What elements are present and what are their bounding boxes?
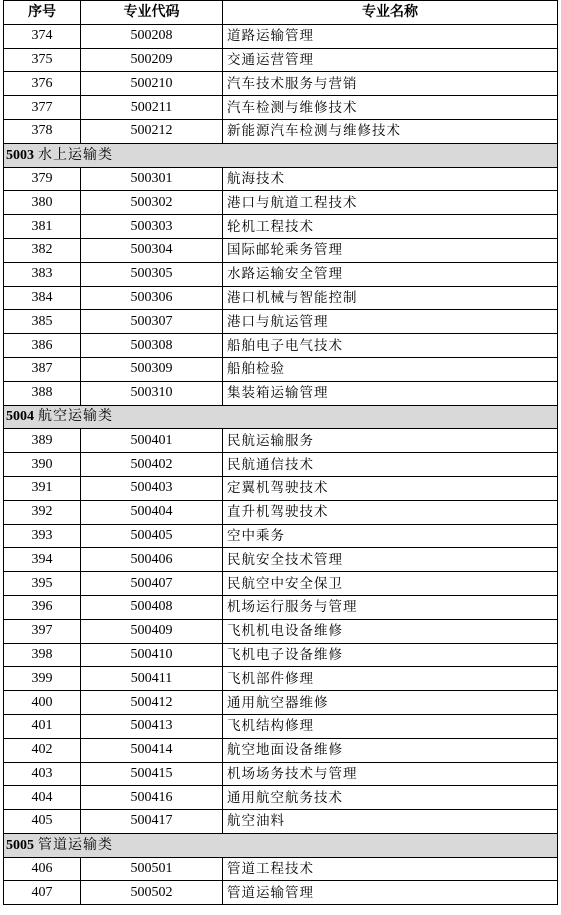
name-cell: 空中乘务 [223, 524, 558, 548]
table-row [4, 24, 558, 48]
header-seq: 序号 [4, 1, 81, 25]
table-row [4, 786, 558, 810]
seq-cell: 388 [4, 381, 81, 405]
code-cell: 500404 [81, 500, 223, 524]
code-cell: 500309 [81, 357, 223, 381]
table-row [4, 381, 558, 405]
code-cell: 500406 [81, 548, 223, 572]
name-cell: 机场运行服务与管理 [223, 595, 558, 619]
seq-cell: 379 [4, 167, 81, 191]
name-cell: 航空油料 [223, 810, 558, 834]
major-catalog-table [3, 0, 558, 905]
seq-cell: 387 [4, 357, 81, 381]
table-row [4, 691, 558, 715]
code-cell: 500302 [81, 191, 223, 215]
table-row [4, 310, 558, 334]
seq-cell: 405 [4, 810, 81, 834]
seq-cell: 392 [4, 500, 81, 524]
code-cell: 500415 [81, 762, 223, 786]
code-cell: 500210 [81, 72, 223, 96]
seq-cell: 404 [4, 786, 81, 810]
category-name: 航空运输类 [38, 408, 113, 425]
seq-cell: 398 [4, 643, 81, 667]
table-row [4, 667, 558, 691]
category-row [4, 833, 558, 857]
seq-cell: 391 [4, 476, 81, 500]
code-cell: 500305 [81, 262, 223, 286]
seq-cell: 397 [4, 619, 81, 643]
code-cell: 500405 [81, 524, 223, 548]
seq-cell: 382 [4, 238, 81, 262]
table-row [4, 619, 558, 643]
code-cell: 500407 [81, 572, 223, 596]
name-cell: 航海技术 [223, 167, 558, 191]
name-cell: 轮机工程技术 [223, 215, 558, 239]
code-cell: 500208 [81, 24, 223, 48]
code-cell: 500209 [81, 48, 223, 72]
category-row [4, 143, 558, 167]
name-cell: 港口与航运管理 [223, 310, 558, 334]
name-cell: 飞机部件修理 [223, 667, 558, 691]
table-row [4, 643, 558, 667]
category-cell [4, 405, 558, 429]
seq-cell: 406 [4, 857, 81, 881]
header-code: 专业代码 [81, 1, 223, 25]
code-cell: 500409 [81, 619, 223, 643]
seq-cell: 389 [4, 429, 81, 453]
table-row [4, 714, 558, 738]
seq-cell: 395 [4, 572, 81, 596]
category-name: 管道运输类 [38, 836, 113, 853]
seq-cell: 375 [4, 48, 81, 72]
code-cell: 500310 [81, 381, 223, 405]
code-cell: 500410 [81, 643, 223, 667]
seq-cell: 393 [4, 524, 81, 548]
name-cell: 飞机电子设备维修 [223, 643, 558, 667]
name-cell: 民航安全技术管理 [223, 548, 558, 572]
table-row [4, 119, 558, 143]
code-cell: 500304 [81, 238, 223, 262]
code-cell: 500411 [81, 667, 223, 691]
seq-cell: 400 [4, 691, 81, 715]
table-row [4, 357, 558, 381]
seq-cell: 403 [4, 762, 81, 786]
name-cell: 通用航空航务技术 [223, 786, 558, 810]
table-header-row [4, 1, 558, 25]
seq-cell: 374 [4, 24, 81, 48]
table-row [4, 96, 558, 120]
seq-cell: 394 [4, 548, 81, 572]
seq-cell: 390 [4, 453, 81, 477]
name-cell: 民航空中安全保卫 [223, 572, 558, 596]
seq-cell: 384 [4, 286, 81, 310]
table-row [4, 476, 558, 500]
code-cell: 500301 [81, 167, 223, 191]
seq-cell: 380 [4, 191, 81, 215]
name-cell: 定翼机驾驶技术 [223, 476, 558, 500]
seq-cell: 396 [4, 595, 81, 619]
name-cell: 通用航空器维修 [223, 691, 558, 715]
table-row [4, 286, 558, 310]
category-code: 5005 [6, 837, 34, 853]
code-cell: 500502 [81, 881, 223, 905]
name-cell: 新能源汽车检测与维修技术 [223, 119, 558, 143]
table-row [4, 238, 558, 262]
table-row [4, 48, 558, 72]
code-cell: 500412 [81, 691, 223, 715]
name-cell: 船舶电子电气技术 [223, 334, 558, 358]
table-row [4, 738, 558, 762]
table-row [4, 810, 558, 834]
table-row [4, 453, 558, 477]
table-row [4, 881, 558, 905]
table-row [4, 334, 558, 358]
table-row [4, 524, 558, 548]
code-cell: 500306 [81, 286, 223, 310]
name-cell: 国际邮轮乘务管理 [223, 238, 558, 262]
code-cell: 500308 [81, 334, 223, 358]
name-cell: 道路运输管理 [223, 24, 558, 48]
code-cell: 500416 [81, 786, 223, 810]
seq-cell: 386 [4, 334, 81, 358]
code-cell: 500307 [81, 310, 223, 334]
name-cell: 航空地面设备维修 [223, 738, 558, 762]
code-cell: 500403 [81, 476, 223, 500]
table-row [4, 572, 558, 596]
seq-cell: 385 [4, 310, 81, 334]
name-cell: 飞机结构修理 [223, 714, 558, 738]
category-row [4, 405, 558, 429]
header-name: 专业名称 [223, 1, 558, 25]
code-cell: 500417 [81, 810, 223, 834]
code-cell: 500212 [81, 119, 223, 143]
name-cell: 民航通信技术 [223, 453, 558, 477]
table-row [4, 857, 558, 881]
seq-cell: 377 [4, 96, 81, 120]
seq-cell: 383 [4, 262, 81, 286]
name-cell: 直升机驾驶技术 [223, 500, 558, 524]
name-cell: 飞机机电设备维修 [223, 619, 558, 643]
name-cell: 机场场务技术与管理 [223, 762, 558, 786]
seq-cell: 401 [4, 714, 81, 738]
name-cell: 民航运输服务 [223, 429, 558, 453]
category-cell [4, 143, 558, 167]
name-cell: 船舶检验 [223, 357, 558, 381]
table-row [4, 500, 558, 524]
category-name: 水上运输类 [38, 146, 113, 163]
table-row [4, 215, 558, 239]
code-cell: 500401 [81, 429, 223, 453]
code-cell: 500402 [81, 453, 223, 477]
table-row [4, 167, 558, 191]
seq-cell: 399 [4, 667, 81, 691]
name-cell: 管道工程技术 [223, 857, 558, 881]
seq-cell: 378 [4, 119, 81, 143]
seq-cell: 402 [4, 738, 81, 762]
category-code: 5004 [6, 409, 34, 425]
name-cell: 港口与航道工程技术 [223, 191, 558, 215]
code-cell: 500211 [81, 96, 223, 120]
name-cell: 汽车检测与维修技术 [223, 96, 558, 120]
name-cell: 管道运输管理 [223, 881, 558, 905]
category-code: 5003 [6, 147, 34, 163]
table-row [4, 262, 558, 286]
name-cell: 交通运营管理 [223, 48, 558, 72]
category-cell [4, 833, 558, 857]
table-row [4, 429, 558, 453]
name-cell: 集装箱运输管理 [223, 381, 558, 405]
seq-cell: 376 [4, 72, 81, 96]
table-body [4, 24, 558, 904]
code-cell: 500303 [81, 215, 223, 239]
table-row [4, 762, 558, 786]
table-row [4, 548, 558, 572]
code-cell: 500408 [81, 595, 223, 619]
name-cell: 港口机械与智能控制 [223, 286, 558, 310]
code-cell: 500413 [81, 714, 223, 738]
code-cell: 500501 [81, 857, 223, 881]
table-row [4, 595, 558, 619]
name-cell: 水路运输安全管理 [223, 262, 558, 286]
seq-cell: 381 [4, 215, 81, 239]
code-cell: 500414 [81, 738, 223, 762]
table-row [4, 72, 558, 96]
table-row [4, 191, 558, 215]
name-cell: 汽车技术服务与营销 [223, 72, 558, 96]
seq-cell: 407 [4, 881, 81, 905]
